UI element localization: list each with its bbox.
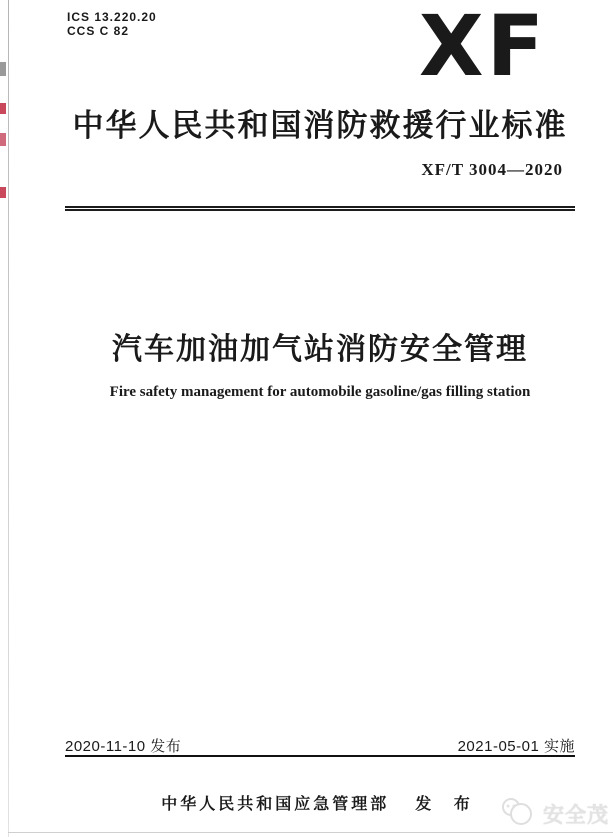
issue-date: 2020-11-10 发布: [65, 738, 182, 755]
publisher-name: 中华人民共和国应急管理部: [161, 796, 390, 813]
watermark-text: 安全茂: [543, 803, 609, 827]
standard-number: XF/T 3004—2020: [421, 160, 563, 179]
watermark: [500, 796, 609, 831]
ccs-code: CCS C 82: [67, 24, 130, 38]
scan-left-edge-line: [8, 0, 9, 837]
scan-mark-red: [0, 133, 6, 146]
publish-label: 发 布: [415, 796, 479, 813]
scan-mark-red: [0, 103, 6, 114]
xf-logo: XF: [418, 0, 547, 95]
ics-code: ICS 13.220.20: [67, 10, 157, 24]
implement-date: 2021-05-01 实施: [457, 738, 575, 755]
classification-codes: [67, 10, 157, 38]
document-title-chinese: 汽车加油加气站消防安全管理: [112, 333, 528, 366]
dates-row: [65, 735, 575, 756]
scan-mark-red: [0, 187, 6, 198]
scan-bottom-edge-line: [8, 832, 613, 833]
scan-mark-gray: [0, 62, 6, 76]
document-title-english: Fire safety management for automobile gasoline/gas filling station: [109, 384, 531, 400]
publisher-row: [65, 791, 575, 814]
header-divider-rule: [65, 206, 575, 211]
standard-type-heading: 中华人民共和国消防救援行业标准: [72, 108, 568, 143]
dates-divider-rule: [65, 755, 575, 757]
watermark-bubbles-icon: [500, 796, 538, 831]
